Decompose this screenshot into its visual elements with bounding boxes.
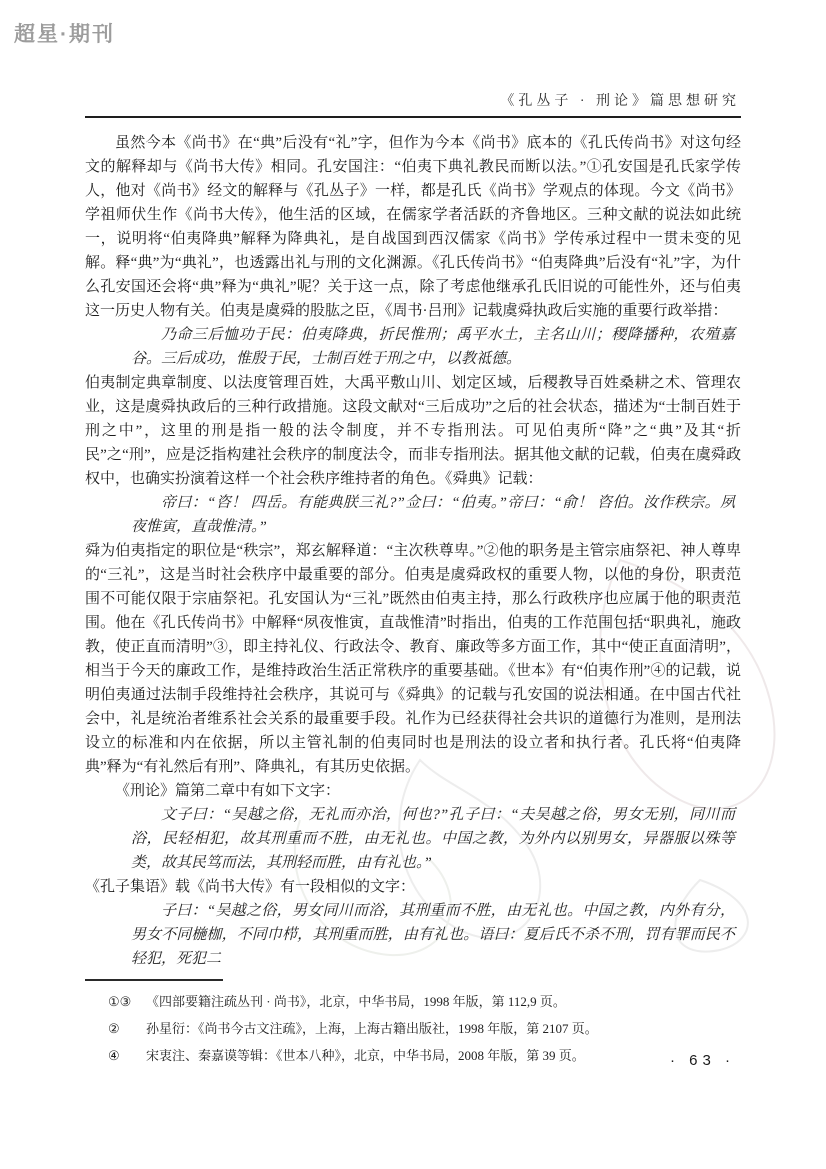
paragraph: 伯夷制定典章制度、以法度管理百姓，大禹平敷山川、划定区域，后稷教导百姓桑耕之术、管理农业，这是虞舜执政后的三种行政措施。这段文献对“三后成功”之后的社会状态，描述为“士制百姓于刑之中”，这里的刑是指一般的法令制度，并不专指刑法。可见伯夷所“降”之“典”及其“折民”之“刑”，应是泛指构建社会秩序的制度法令，而非专指刑法。据其他文献的记载，伯夷在虞舜政权中，也确实扮演着这样一个社会秩序维持者的角色。《舜典》记载： [85, 375, 741, 487]
running-head-title: 《孔丛子 · 刑论》篇思想研究 [500, 94, 740, 109]
footnote-separator [85, 979, 223, 981]
page-number: · 63 · [669, 1052, 735, 1069]
paragraph: 《刑论》篇第二章中有如下文字： [115, 783, 341, 799]
footnote-marker: ④ [108, 1048, 120, 1063]
chaoxing-journal-logo: 超星·期刊 [14, 23, 115, 46]
footnotes [85, 993, 741, 1074]
footnote-item [85, 1047, 741, 1064]
footnote-text: 孙星衍：《尚书今古文注疏》，上海，上海古籍出版社，1998 年版，第 2107 页。 [146, 1021, 598, 1036]
footnote-item [85, 993, 741, 1010]
footnote-text: 《四部要籍注疏丛刊 · 尚书》，北京，中华书局，1998 年版，第 112,9 页。 [146, 994, 566, 1009]
quote-block: 乃命三后恤功于民：伯夷降典，折民惟刑；禹平水土，主名山川；稷降播种，农殖嘉谷。三后成功，惟殷于民，士制百姓于刑之中，以教祗德。 [131, 327, 735, 367]
footnote-text: 宋衷注、秦嘉谟等辑：《世本八种》，北京，中华书局，2008 年版，第 39 页。 [146, 1048, 585, 1063]
paragraph: 虽然今本《尚书》在“典”后没有“礼”字，但作为今本《尚书》底本的《孔氏传尚书》对这句经文的解释却与《尚书大传》相同。孔安国注：“伯夷下典礼教民而断以法。”①孔安国是孔氏家学传人，他对《尚书》经文的解释与《孔丛子》一样，都是孔氏《尚书》学观点的体现。今文《尚书》学祖师伏生作《尚书大传》，他生活的区域，在儒家学者活跃的齐鲁地区。三种文献的说法如此统一，说明将“伯夷降典”解释为降典礼，是自战国到西汉儒家《尚书》学传承过程中一贯未变的见解。释“典”为“典礼”，也透露出礼与刑的文化渊源。《孔氏传尚书》“伯夷降典”后没有“礼”字，为什么孔安国还会将“典”释为“典礼”呢？关于这一点，除了考虑他继承孔氏旧说的可能性外，还与伯夷这一历史人物有关。伯夷是虞舜的股肱之臣，《周书·吕刑》记载虞舜执政后实施的重要行政举措： [85, 135, 741, 319]
paragraph: 舜为伯夷指定的职位是“秩宗”，郑玄解释道：“主次秩尊卑。”②他的职务是主管宗庙祭祀、神人尊卑的“三礼”，这是当时社会秩序中最重要的部分。伯夷是虞舜政权的重要人物，以他的身份，职责范围不可能仅限于宗庙祭祀。孔安国认为“三礼”既然由伯夷主持，那么行政秩序也应属于他的职责范围。他在《孔氏传尚书》中解释“夙夜惟寅，直哉惟清”时指出，伯夷的工作范围包括“职典礼，施政教，使正直而清明”③，即主持礼仪、行政法令、教育、廉政等多方面工作，其中“使正直面清明”，相当于今天的廉政工作，是维持政治生活正常秩序的重要基础。《世本》有“伯夷作刑”④的记载，说明伯夷通过法制手段维持社会秩序，其说可与《舜典》的记载与孔安国的说法相通。在中国古代社会中，礼是统治者维系社会关系的最重要手段。礼作为已经获得社会共识的道德行为准则，是刑法设立的标准和内在依据，所以主管礼制的伯夷同时也是刑法的设立者和执行者。孔氏将“伯夷降典”释为“有礼然后有刑”、降典礼，有其历史依据。 [85, 543, 741, 775]
paragraph: 《孔子集语》载《尚书大传》有一段相似的文字： [85, 879, 416, 895]
article-body [85, 131, 741, 971]
quote-block: 帝曰：“咨！ 四岳。有能典朕三礼?”佥曰：“伯夷。”帝曰：“俞！ 咨伯。汝作秩宗。夙夜惟寅，直哉惟清。” [131, 495, 735, 535]
quote-block: 文子曰：“吴越之俗，无礼而亦治，何也?”孔子曰：“夫吴越之俗，男女无别，同川而浴，民轻相犯，故其刑重而不胜，由无礼也。中国之教，为外内以别男女，异器服以殊等类，故其民笃而法，其刑轻而胜，由有礼也。” [131, 807, 735, 871]
footnote-marker: ② [108, 1021, 120, 1036]
footnote-item [85, 1020, 741, 1037]
footnote-marker: ①③ [108, 994, 132, 1009]
header-rule [85, 116, 741, 118]
quote-block: 子曰：“吴越之俗，男女同川而浴，其刑重而不胜，由无礼也。中国之教，内外有分，男女不同椸枷，不同巾栉，其刑重而胜，由有礼也。语曰：夏后氏不杀不刑，罚有罪而民不轻犯，死犯二 [131, 903, 735, 967]
